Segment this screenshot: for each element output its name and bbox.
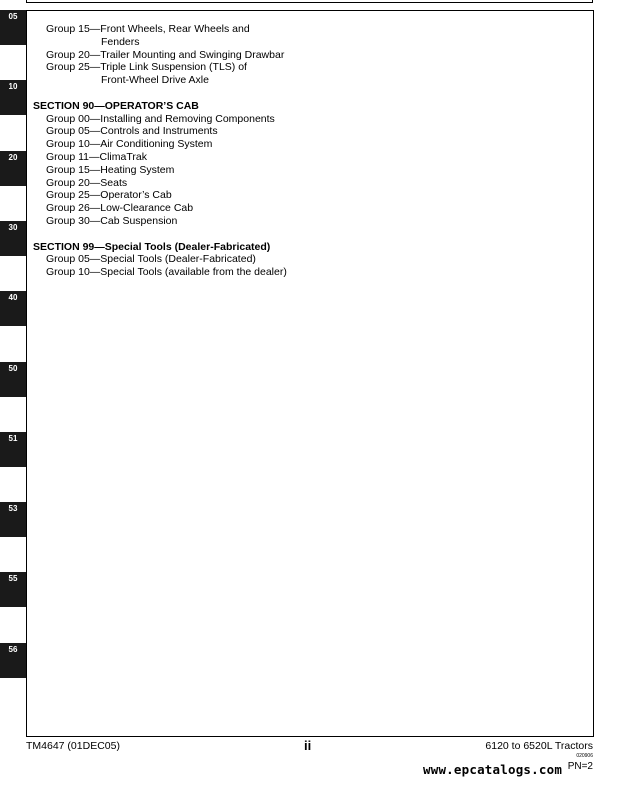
pn-label: PN=2 (567, 761, 593, 772)
section-tab-strip (0, 10, 26, 685)
section-tab-label: 53 (8, 504, 18, 514)
section-tab-label: 51 (8, 433, 18, 443)
date-code: 020906 (576, 753, 593, 759)
section-tab (0, 362, 26, 397)
manual-number: TM4647 (01DEC05) (26, 740, 120, 752)
toc-entry: Fenders (101, 35, 140, 48)
toc-entry: Group 30—Cab Suspension (46, 214, 178, 227)
toc-entry: Group 15—Front Wheels, Rear Wheels and (46, 23, 250, 35)
toc-entry: Group 00—Installing and Removing Components (46, 112, 275, 125)
section-tab (0, 10, 26, 45)
top-rule (26, 0, 593, 3)
manual-title: 6120 to 6520L Tractors (485, 740, 593, 752)
toc-entry: Group 05—Special Tools (Dealer-Fabricated) (46, 253, 256, 266)
toc-entry: Group 10—Air Conditioning System (46, 138, 213, 151)
section-heading: SECTION 99—Special Tools (Dealer-Fabricated) (33, 240, 271, 253)
section-tab (0, 502, 26, 537)
toc-entry: Group 05—Controls and Instruments (46, 125, 218, 138)
section-tab-label: 40 (8, 293, 18, 303)
watermark: www.epcatalogs.com (423, 762, 563, 777)
table-of-contents (33, 23, 287, 279)
section-tab-label: 55 (8, 574, 18, 584)
section-tab (0, 572, 26, 607)
toc-entry: Group 11—ClimaTrak (46, 150, 147, 163)
toc-entry: Group 15—Heating System (46, 163, 175, 176)
toc-entry: Front-Wheel Drive Axle (101, 74, 209, 87)
toc-entry: Group 10—Special Tools (available from the dealer) (46, 266, 287, 279)
section-tab-label: 20 (8, 152, 18, 162)
section-tab (0, 151, 26, 186)
section-tab (0, 432, 26, 467)
section-tab-label: 30 (8, 222, 18, 232)
section-heading: SECTION 90—OPERATOR’S CAB (33, 99, 199, 112)
section-tab-label: 56 (8, 644, 18, 654)
section-tab (0, 221, 26, 256)
toc-entry: Group 26—Low-Clearance Cab (46, 202, 194, 215)
toc-entry: Group 20—Seats (46, 176, 128, 189)
page-number: ii (304, 738, 312, 753)
section-tab (0, 643, 26, 678)
section-tab (0, 80, 26, 115)
spacer (33, 87, 287, 100)
section-tab-label: 10 (8, 82, 18, 92)
section-tab-label: 05 (8, 12, 18, 21)
spacer (33, 228, 287, 241)
section-tab-label: 50 (8, 363, 18, 373)
toc-entry: Group 20—Trailer Mounting and Swinging Drawbar (46, 48, 285, 61)
section-tab (0, 291, 26, 326)
toc-entry: Group 25—Operator’s Cab (46, 189, 172, 202)
toc-entry: Group 25—Triple Link Suspension (TLS) of (46, 61, 247, 74)
